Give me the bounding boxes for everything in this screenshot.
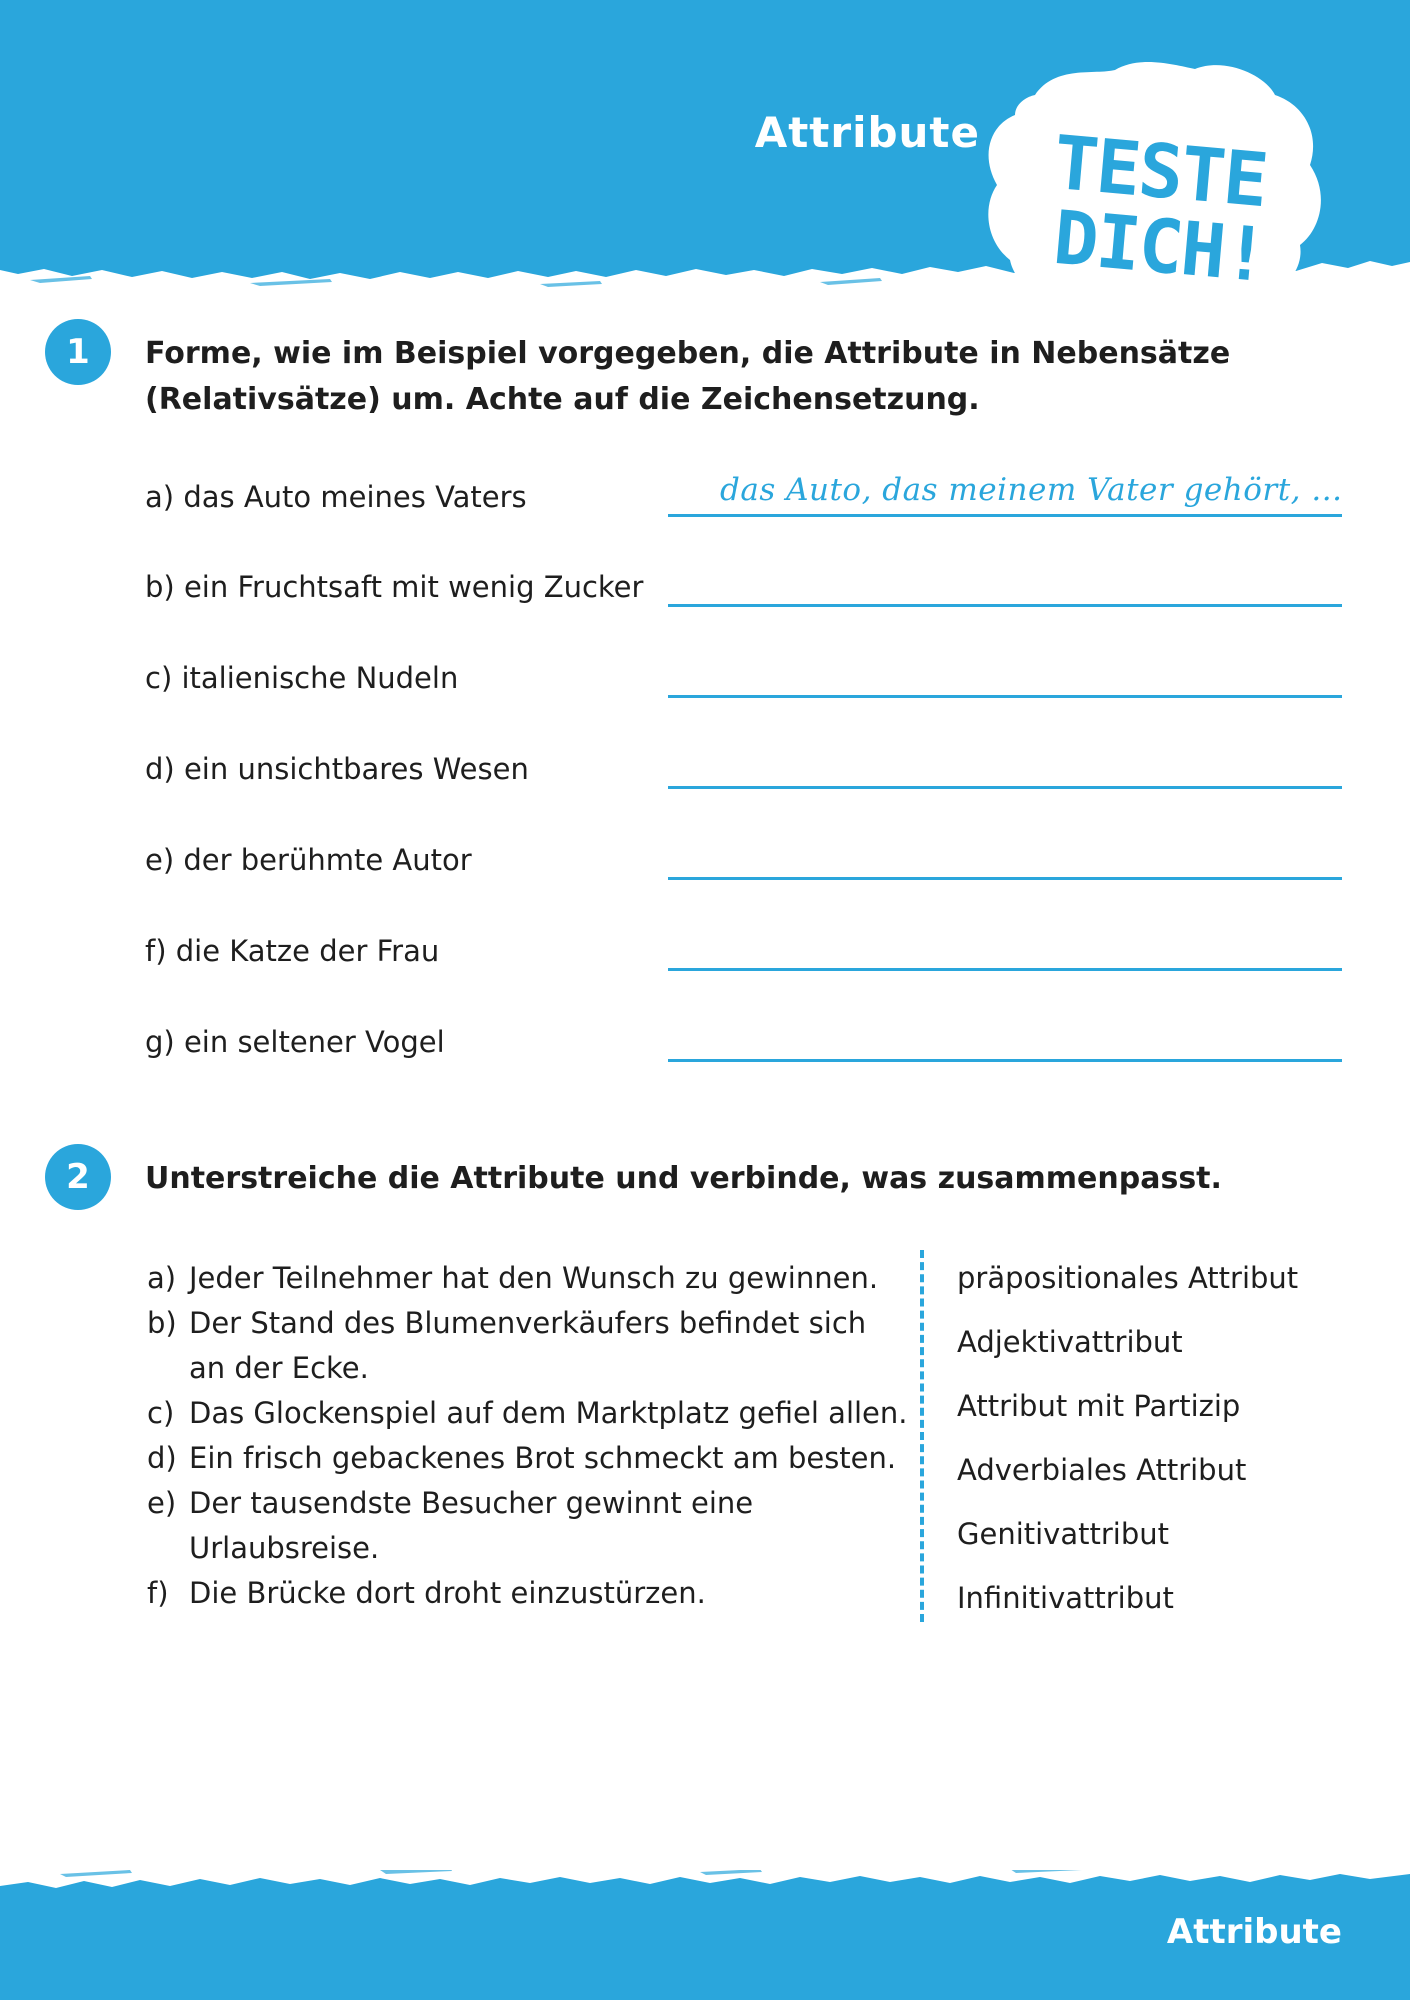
- footer-title: Attribute: [1166, 1912, 1342, 1952]
- item-letter: e): [145, 843, 175, 877]
- badge-line-2: DICH!: [1050, 194, 1270, 300]
- task-2-instruction: Unterstreiche die Attribute und verbinde, was zusammenpasst.: [145, 1161, 1222, 1196]
- item-text: der berühmte Autor: [183, 843, 472, 877]
- sentence-letter: b): [147, 1306, 177, 1340]
- sentence-b-continued: an der Ecke.: [189, 1351, 369, 1385]
- header-title: Attribute: [754, 108, 980, 157]
- sentence-text: Jeder Teilnehmer hat den Wunsch zu gewinnen.: [189, 1261, 879, 1295]
- attribute-type-adjective[interactable]: Adjektivattribut: [957, 1325, 1183, 1359]
- task-2-number: [44, 1143, 112, 1211]
- task-1-item-e: [145, 843, 472, 877]
- sentence-e[interactable]: [147, 1481, 753, 1526]
- task-1-item-a: [145, 480, 527, 514]
- item-text: ein unsichtbares Wesen: [183, 752, 529, 786]
- task-1-item-d: [145, 752, 529, 786]
- item-letter: a): [145, 480, 175, 514]
- task-1-item-f: [145, 934, 439, 968]
- item-letter: b): [145, 570, 175, 604]
- attribute-type-genitive[interactable]: Genitivattribut: [957, 1517, 1169, 1551]
- sentence-letter: d): [147, 1441, 177, 1475]
- sentence-b[interactable]: [147, 1301, 866, 1346]
- item-letter: d): [145, 752, 175, 786]
- answer-line-a[interactable]: [668, 514, 1342, 517]
- sentence-text: Ein frisch gebackenes Brot schmeckt am besten.: [189, 1441, 897, 1475]
- task-1-instruction: Forme, wie im Beispiel vorgegeben, die Attribute in Nebensätze (Relativsätze) um. Achte auf die Zeichensetzung.: [145, 336, 1231, 417]
- task-1-item-b: [145, 570, 643, 604]
- task-1-item-g: [145, 1025, 445, 1059]
- item-letter: c): [145, 661, 173, 695]
- sentence-d[interactable]: [147, 1436, 896, 1481]
- attribute-type-infinitive[interactable]: Infinitivattribut: [957, 1581, 1174, 1615]
- sentence-a[interactable]: [147, 1256, 878, 1301]
- task-2-number-label: 2: [66, 1157, 90, 1197]
- task-1-item-c: [145, 661, 458, 695]
- sentence-e-continued: Urlaubsreise.: [189, 1531, 380, 1565]
- dashed-divider: [920, 1250, 924, 1622]
- sentence-c[interactable]: [147, 1391, 908, 1436]
- task-1-number: [44, 318, 112, 386]
- answer-line-g[interactable]: [668, 1059, 1342, 1062]
- item-text: die Katze der Frau: [175, 934, 440, 968]
- badge-line-1: TESTE: [1050, 119, 1270, 225]
- answer-line-b[interactable]: [668, 604, 1342, 607]
- sentence-letter: e): [147, 1486, 177, 1520]
- sentence-f[interactable]: [147, 1571, 706, 1616]
- item-text: ein Fruchtsaft mit wenig Zucker: [183, 570, 644, 604]
- attribute-type-participle[interactable]: Attribut mit Partizip: [957, 1389, 1241, 1423]
- sentence-text: Das Glockenspiel auf dem Marktplatz gefiel allen.: [189, 1396, 908, 1430]
- sentence-letter: a): [147, 1261, 177, 1295]
- attribute-type-adverbial[interactable]: Adverbiales Attribut: [957, 1453, 1247, 1487]
- attribute-type-prepositional[interactable]: präpositionales Attribut: [957, 1261, 1299, 1295]
- item-text: ein seltener Vogel: [183, 1025, 445, 1059]
- sentence-letter: c): [147, 1396, 175, 1430]
- example-answer: das Auto, das meinem Vater gehört, ...: [720, 472, 1343, 508]
- sentence-text: Die Brücke dort droht einzustürzen.: [189, 1576, 706, 1610]
- item-text: das Auto meines Vaters: [183, 480, 527, 514]
- sentence-text: Der tausendste Besucher gewinnt eine: [189, 1486, 754, 1520]
- item-text: italienische Nudeln: [181, 661, 459, 695]
- answer-line-d[interactable]: [668, 786, 1342, 789]
- answer-line-f[interactable]: [668, 968, 1342, 971]
- item-letter: f): [145, 934, 167, 968]
- sentence-letter: f): [147, 1576, 169, 1610]
- sentence-text: Der Stand des Blumenverkäufers befindet sich: [189, 1306, 867, 1340]
- item-letter: g): [145, 1025, 175, 1059]
- task-1-number-label: 1: [66, 332, 90, 372]
- answer-line-c[interactable]: [668, 695, 1342, 698]
- answer-line-e[interactable]: [668, 877, 1342, 880]
